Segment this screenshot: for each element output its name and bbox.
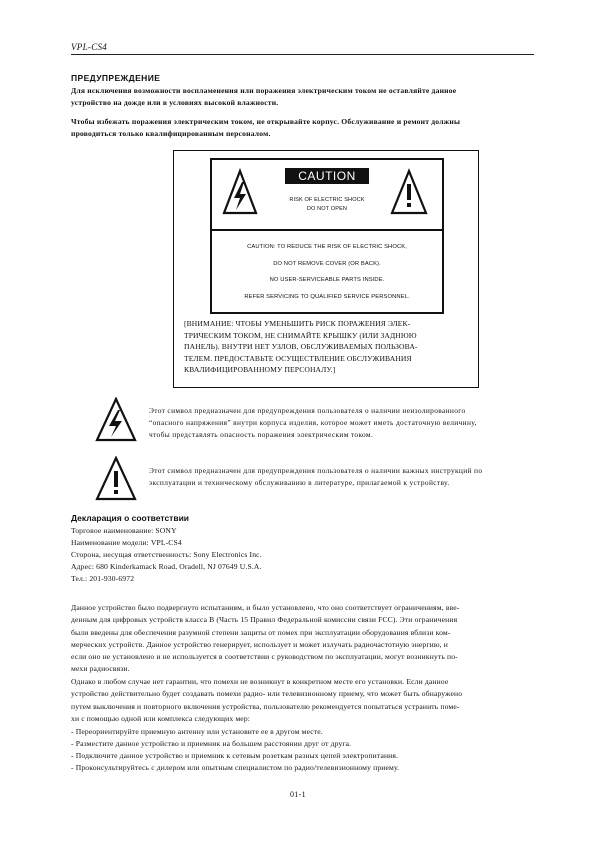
caution-label-line-3: NO USER-SERVICEABLE PARTS INSIDE. [269, 277, 385, 283]
warning-paragraph-1-line-1: Для исключения возможности воспламенения или поражения электрическим током не оставляйте данное [71, 86, 457, 95]
instruction-symbol-description [149, 465, 569, 489]
caution-label-header [212, 160, 442, 231]
header-rule [71, 54, 534, 55]
voltage-description-line: “опасного напряжения” внутри корпуса изделия, которое может иметь достаточную величину, [149, 418, 477, 427]
exclamation-warning-icon [389, 168, 429, 216]
lightning-warning-icon [222, 168, 258, 216]
caution-label-figure [173, 150, 479, 388]
compliance-line: хи с помощью одной или комплекса следующих мер: [71, 713, 251, 723]
compliance-line: Однако в любом случае нет гарантии, что помехи не возникнут в конкретном месте его установки. Если данное [71, 677, 449, 686]
instruction-description-line: эксплуатации и техническому обслуживанию в литературе, прилагаемой к устройству. [149, 478, 450, 487]
do-not-open-text: DO NOT OPEN [306, 206, 348, 212]
compliance-line: денным для цифровых устройств класса B (Часть 15 Правил Федеральной комиссии связи FCC). Эти ограничения [71, 615, 458, 625]
page-number: 01-1 [290, 790, 306, 799]
warning-title: ПРЕДУПРЕЖДЕНИЕ [71, 73, 161, 83]
compliance-line: устройство действительно будет создавать помехи радио- или телевизионному приему, что может быть обнаружено [71, 689, 463, 699]
compliance-line: если оно не установлено и не используется в соответствии с руководством по эксплуатации, могут возникнуть по- [71, 652, 458, 662]
trade-name: Торговое наименование: SONY [71, 526, 177, 535]
caution-translation-line: ТРИЧЕСКИМ ТОКОМ, НЕ СНИМАЙТЕ КРЫШКУ (ИЛИ ЗАДНЮЮ [184, 330, 417, 340]
model-header: VPL-CS4 [71, 42, 108, 52]
measure-list-item: - Переориентируйте приемную антенну или установите ее в другом месте. [71, 727, 323, 736]
phone: Тел.: 201-930-6972 [71, 574, 135, 583]
instruction-description-line: Этот символ предназначен для предупреждения пользователя о наличии важных инструкций по [149, 466, 483, 475]
address: Адрес: 680 Kinderkamack Road, Oradell, NJ 07649 U.S.A. [71, 562, 262, 571]
exclamation-symbol-icon [95, 456, 137, 502]
warning-paragraph-2-line-1: Чтобы избежать поражения электрическим током, не открывайте корпус. Обслуживание и ремонт должны [71, 117, 461, 126]
measure-list-item: - Подключите данное устройство и приемник к сетевым розеткам разных цепей электропитания. [71, 751, 399, 760]
compliance-line: Данное устройство было подвергнуто испытаниям, и было установлено, что оно соответствует ограничениям, вве- [71, 603, 460, 612]
warning-paragraph-2-line-2: проводиться только квалифицированным персоналом. [71, 129, 271, 138]
caution-translation-line: ПАНЕЛЬ). ВНУТРИ НЕТ УЗЛОВ, ОБСЛУЖИВАЕМЫХ ПОЛЬЗОВА- [184, 342, 418, 352]
warning-paragraph-1-line-2: устройство на дожде или в условиях высокой влажности. [71, 98, 279, 107]
compliance-paragraph-2 [71, 676, 533, 725]
caution-translation-line: [ВНИМАНИЕ: ЧТОБЫ УМЕНЬШИТЬ РИСК ПОРАЖЕНИЯ ЭЛЕК- [184, 319, 411, 328]
caution-translation-line: КВАЛИФИЦИРОВАННОМУ ПЕРСОНАЛУ.] [184, 365, 336, 375]
voltage-description-line: чтобы представлять опасность поражения электрическим током. [149, 430, 374, 439]
declaration-title: Декларация о соответствии [71, 513, 190, 523]
caution-label-line-1: CAUTION: TO REDUCE THE RISK OF ELECTRIC SHOCK, [247, 244, 407, 250]
caution-label-line-4: REFER SERVICING TO QUALIFIED SERVICE PERSONNEL. [244, 294, 410, 300]
measure-list-item: - Разместите данное устройство и приемник на большем расстоянии друг от друга. [71, 739, 352, 748]
compliance-paragraph-1 [71, 602, 533, 676]
caution-label [210, 158, 444, 314]
caution-translation-line: ТЕЛЕМ. ПРЕДОСТАВЬТЕ ОСУЩЕСТВЛЕНИЕ ОБСЛУЖИВАНИЯ [184, 353, 412, 363]
model-name: Наименование модели: VPL-CS4 [71, 538, 182, 547]
compliance-line: были введены для обеспечения разумной степени защиты от помех при эксплуатации оборудования вблизи ком- [71, 627, 451, 637]
responsible-party: Сторона, несущая ответственность: Sony Electronics Inc. [71, 550, 262, 559]
compliance-line: мерческих устройств. Данное устройство генерирует, использует и может излучать радиочастотную энергию, и [71, 639, 448, 649]
caution-badge: CAUTION [285, 168, 369, 184]
caution-label-line-2: DO NOT REMOVE COVER (OR BACK). [273, 261, 381, 267]
voltage-description-line: Этот символ предназначен для предупреждения пользователя о наличии неизолированного [149, 406, 466, 415]
compliance-line: мехи радиосвязи. [71, 664, 130, 674]
risk-of-shock-text: RISK OF ELECTRIC SHOCK [289, 197, 365, 203]
caution-translation [184, 318, 466, 376]
lightning-symbol-icon [95, 397, 137, 443]
measure-list-item: - Проконсультируйтесь с дилером или опытным специалистом по радио/телевизионному приему. [71, 763, 400, 772]
voltage-symbol-description [149, 405, 569, 441]
compliance-line: путем выключения и повторного включения устройства, пользователю рекомендуется попытаться устранить поме- [71, 701, 460, 711]
